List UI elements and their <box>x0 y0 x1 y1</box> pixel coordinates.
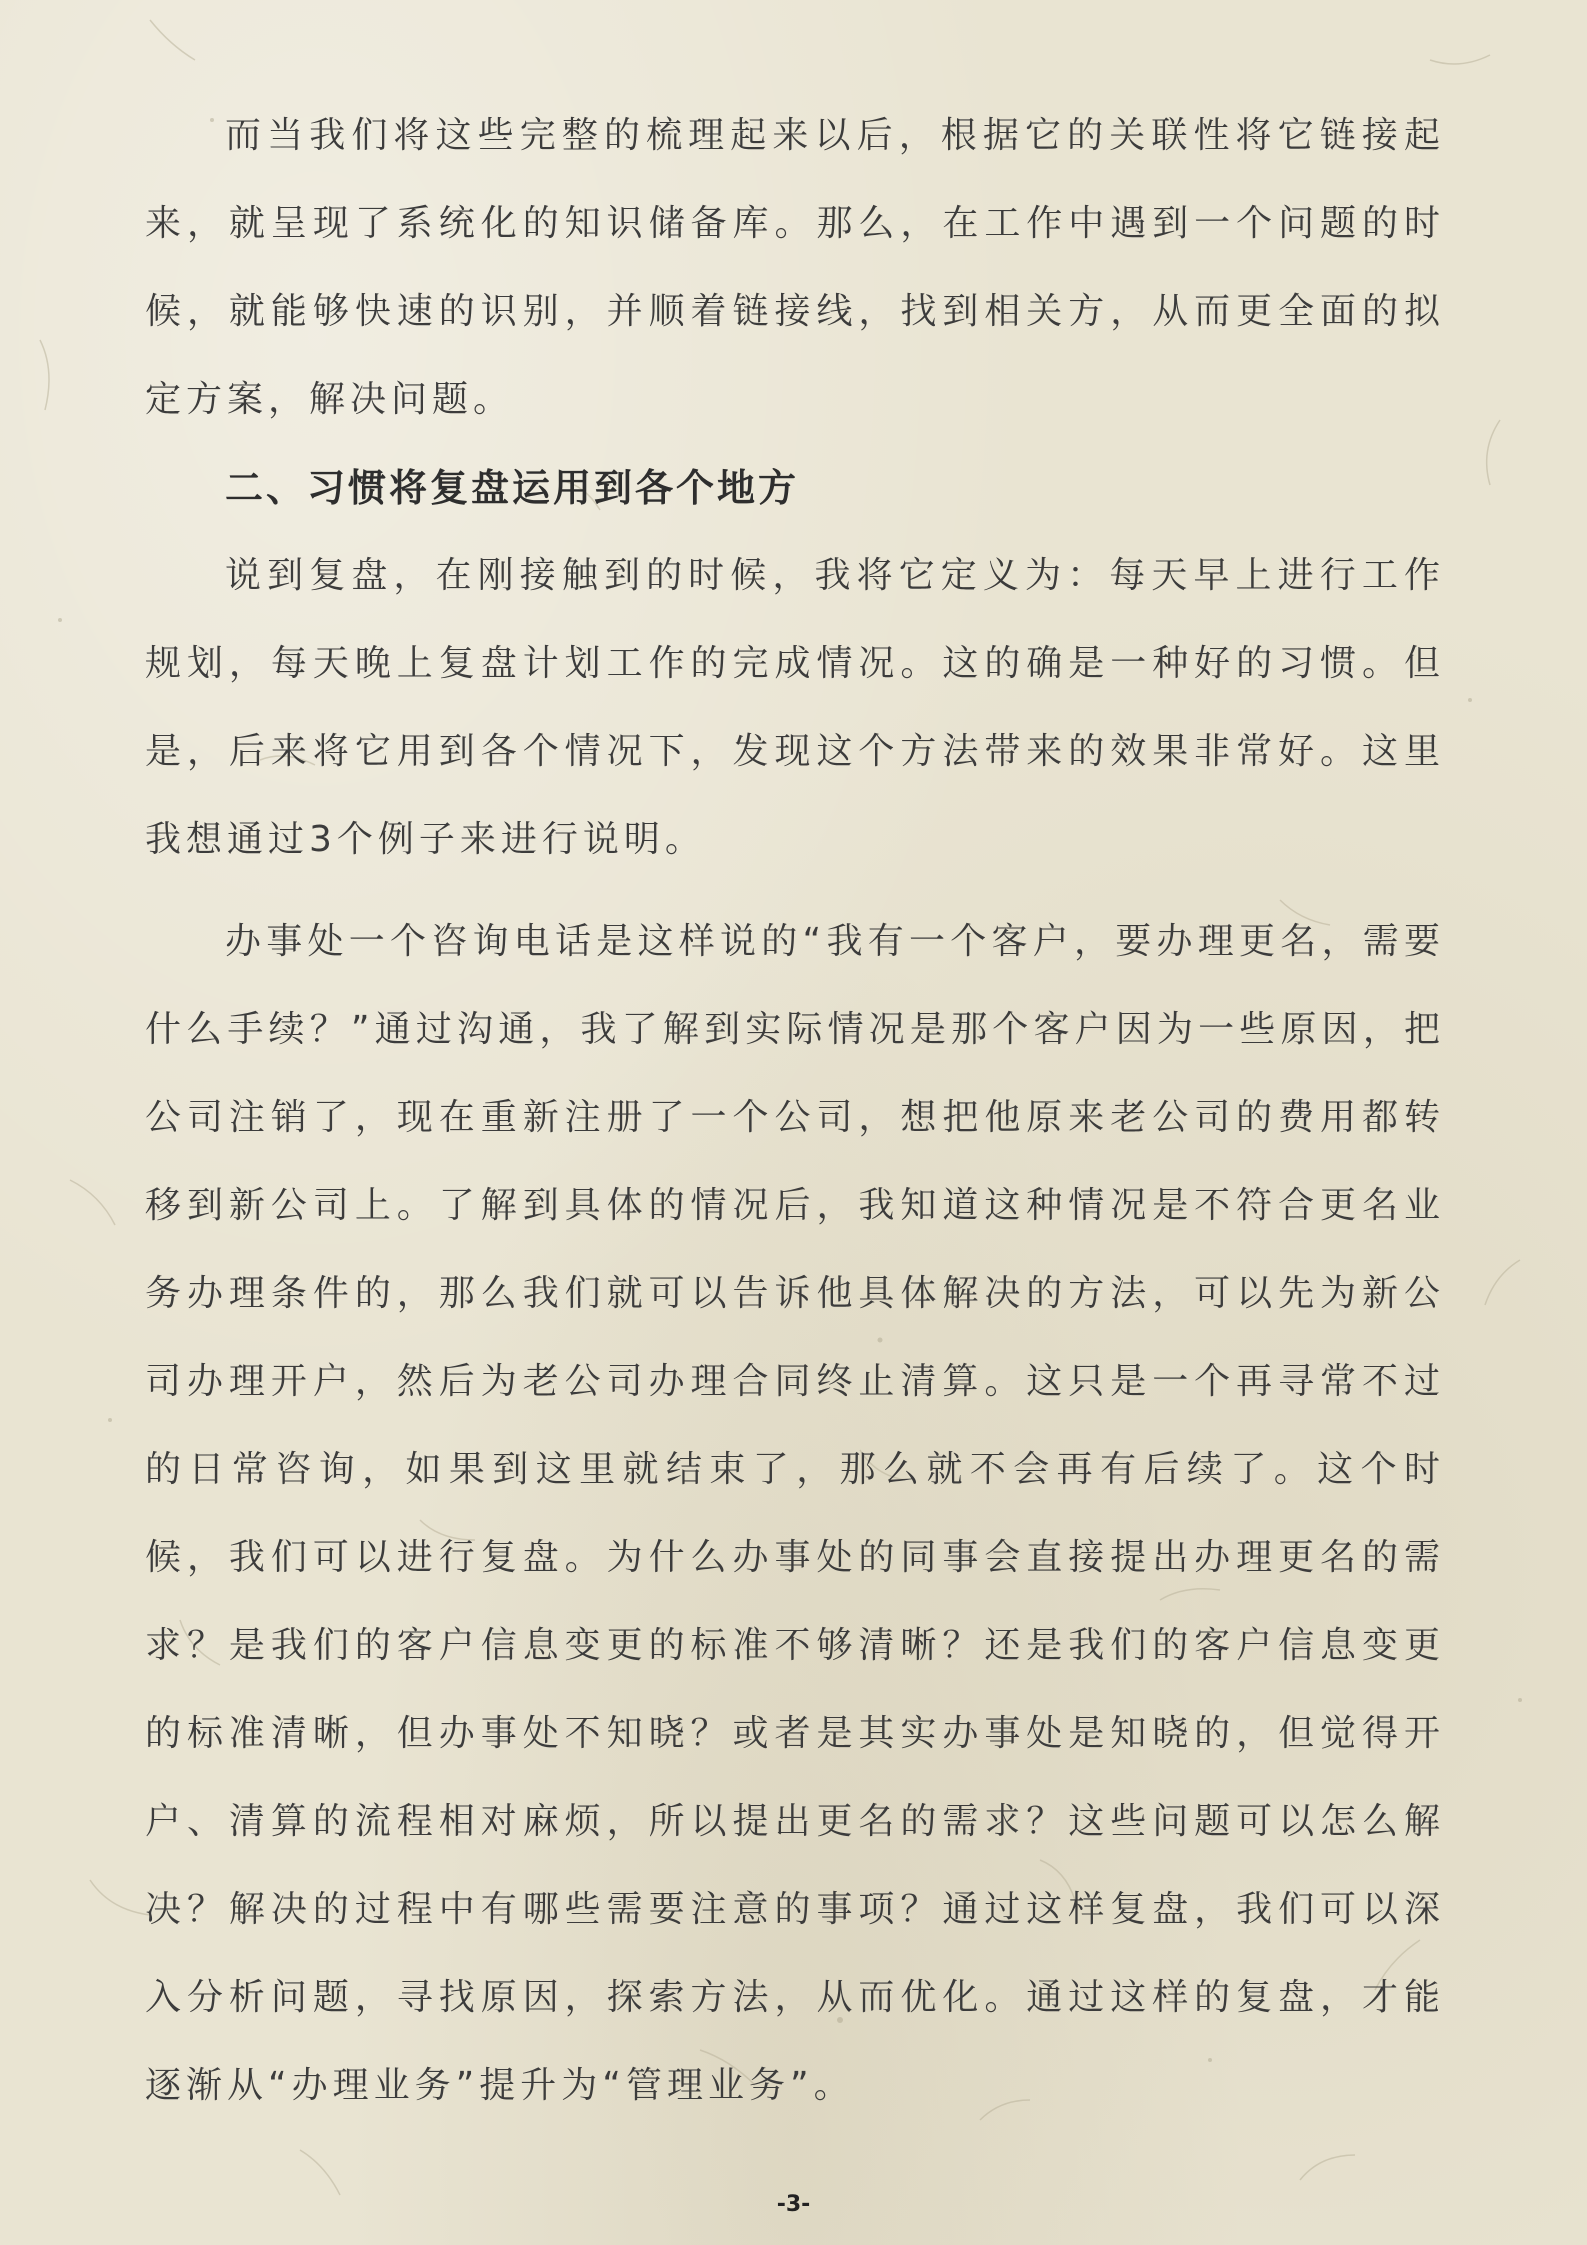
paragraph-spacer <box>145 884 1445 898</box>
paragraph-review-definition: 说到复盘，在刚接触到的时候，我将它定义为：每天早上进行工作规划，每天晚上复盘计划工作的完成情况。这的确是一种好的习惯。但是，后来将它用到各个情况下，发现这个方法带来的效果非常好。这里我想通过3个例子来进行说明。 <box>145 555 1445 860</box>
document-body <box>145 92 1445 2130</box>
paragraph-consultation-example: 办事处一个咨询电话是这样说的“我有一个客户，要办理更名，需要什么手续？”通过沟通，我了解到实际情况是那个客户因为一些原因，把公司注销了，现在重新注册了一个公司，想把他原来老公司的费用都转移到新公司上。了解到具体的情况后，我知道这种情况是不符合更名业务办理条件的，那么我们就可以告诉他具体解决的方法，可以先为新公司办理开户，然后为老公司办理合同终止清算。这只是一个再寻常不过的日常咨询，如果到这里就结束了，那么就不会再有后续了。这个时候，我们可以进行复盘。为什么办事处的同事会直接提出办理更名的需求？是我们的客户信息变更的标准不够清晰？还是我们的客户信息变更的标准清晰，但办事处不知晓？或者是其实办事处是知晓的，但觉得开户、清算的流程相对麻烦，所以提出更名的需求？这些问题可以怎么解决？解决的过程中有哪些需要注意的事项？通过这样复盘，我们可以深入分析问题，寻找原因，探索方法，从而优化。通过这样的复盘，才能逐渐从“办理业务”提升为“管理业务”。 <box>145 921 1445 2106</box>
section-heading-review: 二、习惯将复盘运用到各个地方 <box>225 466 800 510</box>
paragraph-knowledge-base: 而当我们将这些完整的梳理起来以后，根据它的关联性将它链接起来，就呈现了系统化的知识储备库。那么，在工作中遇到一个问题的时候，就能够快速的识别，并顺着链接线，找到相关方，从而更全面的拟定方案，解决问题。 <box>145 115 1445 420</box>
page-number: -3- <box>776 2192 811 2217</box>
